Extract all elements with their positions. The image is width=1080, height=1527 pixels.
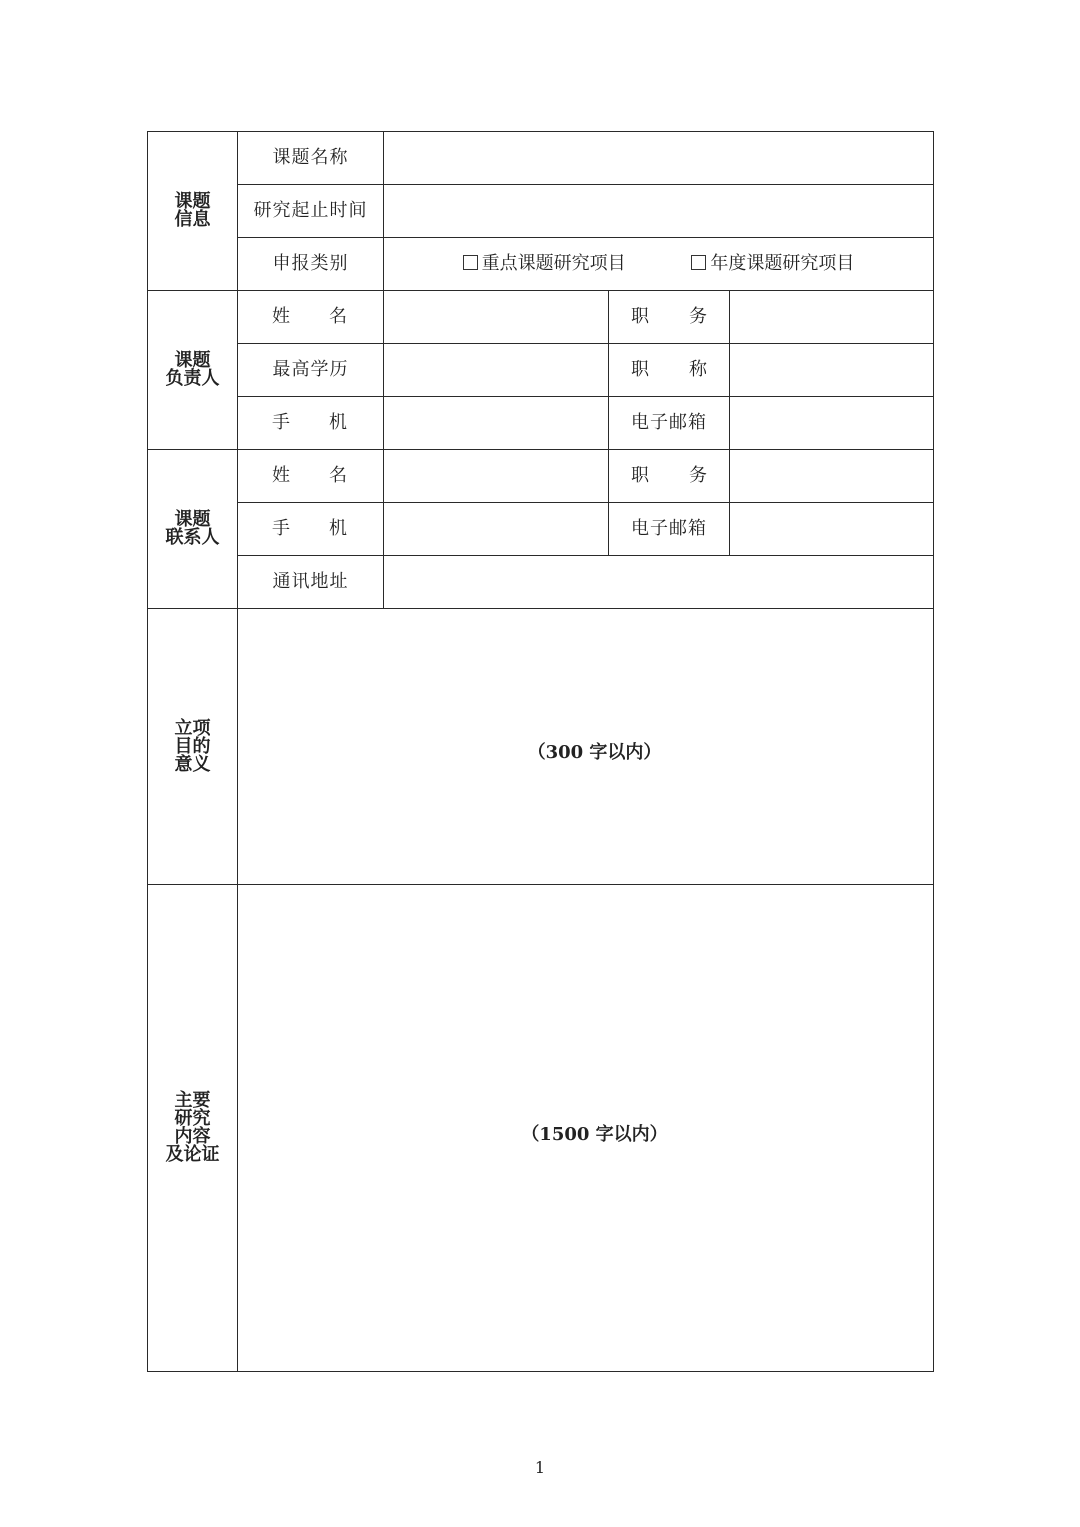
- section-project-info: 课题 信息: [148, 132, 238, 291]
- contact-name-label: 姓 名: [238, 450, 384, 503]
- research-period-field[interactable]: [384, 185, 934, 238]
- contact-address-field[interactable]: [384, 556, 934, 609]
- leader-education-label: 最高学历: [238, 344, 384, 397]
- leader-position-field[interactable]: [730, 291, 934, 344]
- contact-email-field[interactable]: [730, 503, 934, 556]
- research-content-hint: （1500 字以内）: [521, 1123, 668, 1145]
- contact-position-label: 职 务: [609, 450, 730, 503]
- checkbox-icon[interactable]: [691, 255, 706, 270]
- section-project-contact: 课题 联系人: [148, 450, 238, 609]
- leader-education-field[interactable]: [384, 344, 609, 397]
- category-options: [384, 238, 934, 291]
- contact-email-label: 电子邮箱: [609, 503, 730, 556]
- contact-position-field[interactable]: [730, 450, 934, 503]
- leader-email-field[interactable]: [730, 397, 934, 450]
- leader-title-field[interactable]: [730, 344, 934, 397]
- contact-phone-field[interactable]: [384, 503, 609, 556]
- research-content-field[interactable]: [238, 885, 934, 1372]
- project-name-label: 课题名称: [238, 132, 384, 185]
- checkbox-icon[interactable]: [463, 255, 478, 270]
- leader-position-label: 职 务: [609, 291, 730, 344]
- contact-name-field[interactable]: [384, 450, 609, 503]
- option-key-project[interactable]: 重点课题研究项目: [463, 255, 626, 273]
- page-number: 1: [534, 1458, 546, 1477]
- contact-address-label: 通讯地址: [238, 556, 384, 609]
- option-annual-project[interactable]: 年度课题研究项目: [691, 255, 854, 273]
- significance-hint: （300 字以内）: [527, 742, 662, 763]
- contact-phone-label: 手 机: [238, 503, 384, 556]
- leader-email-label: 电子邮箱: [609, 397, 730, 450]
- section-significance: 立项 目的 意义: [148, 609, 238, 885]
- project-name-field[interactable]: [384, 132, 934, 185]
- leader-phone-field[interactable]: [384, 397, 609, 450]
- significance-field[interactable]: [238, 609, 934, 885]
- leader-name-field[interactable]: [384, 291, 609, 344]
- leader-phone-label: 手 机: [238, 397, 384, 450]
- section-research-content: 主要 研究 内容 及论证: [148, 885, 238, 1372]
- leader-name-label: 姓 名: [238, 291, 384, 344]
- leader-title-label: 职 称: [609, 344, 730, 397]
- category-label: 申报类别: [238, 238, 384, 291]
- research-period-label: 研究起止时间: [238, 185, 384, 238]
- section-project-leader: 课题 负责人: [148, 291, 238, 450]
- application-form-table: [147, 131, 934, 1372]
